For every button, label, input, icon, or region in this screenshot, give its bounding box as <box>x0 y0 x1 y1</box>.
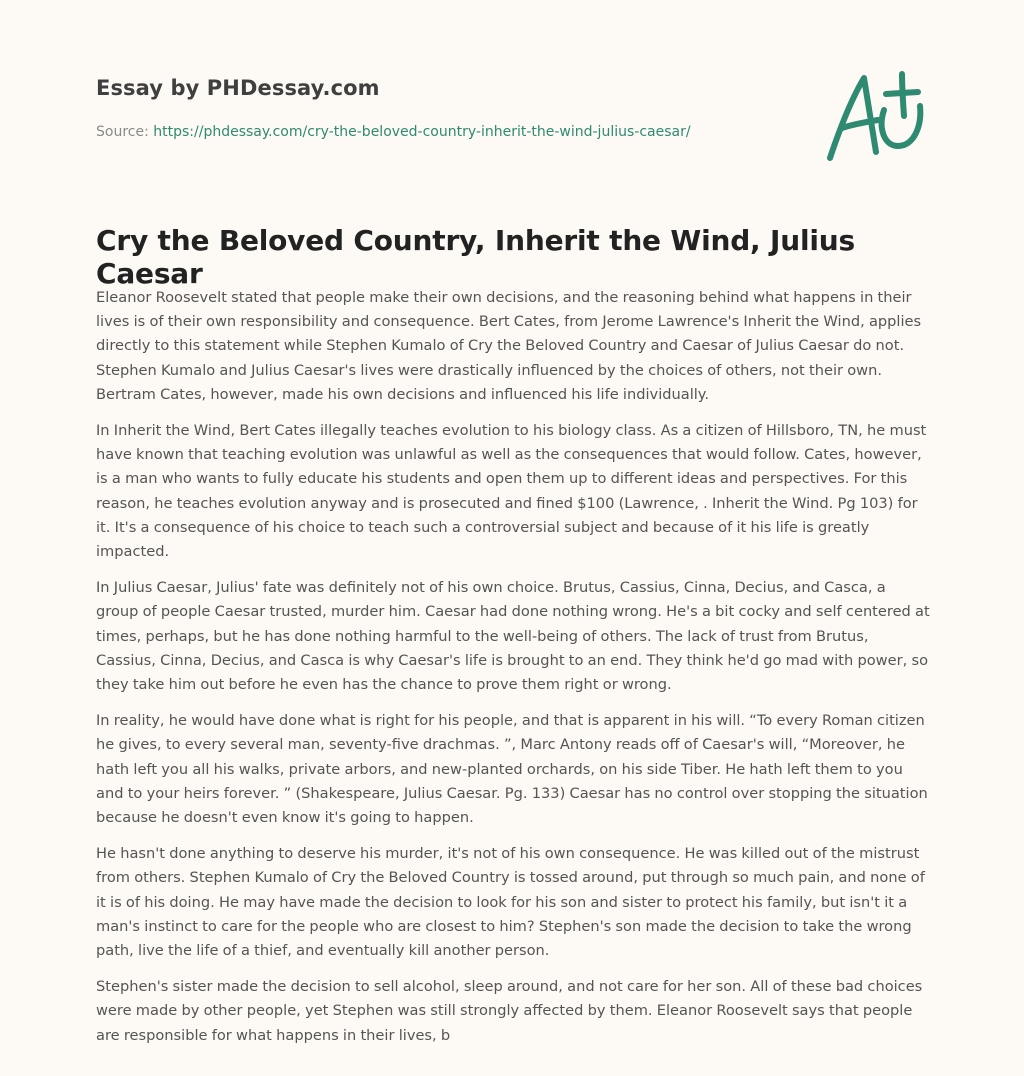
site-title: Essay by PHDessay.com <box>96 76 380 100</box>
essay-title: Cry the Beloved Country, Inherit the Wind, Julius Caesar <box>96 224 855 290</box>
essay-paragraph: Eleanor Roosevelt stated that people make their own decisions, and the reasoning behind what happens in their lives is of their own responsibility and consequence. Bert Cates, from Jerome Lawrence's Inherit the Wind, applies directly to this statement while Stephen Kumalo of Cry the Beloved Country and Caesar of Julius Caesar do not. Stephen Kumalo and Julius Caesar's lives were drastically influenced by the choices of others, not their own. Bertram Cates, however, made his own decisions and influenced his life individually. <box>96 289 922 403</box>
source-line <box>96 124 691 140</box>
essay-paragraph: In Julius Caesar, Julius' fate was definitely not of his own choice. Brutus, Cassius, Cinna, Decius, and Casca, a group of people Caesar trusted, murder him. Caesar had done nothing wrong. He's a bit cocky and self centered at times, perhaps, but he has done nothing harmful to the well-being of others. The lack of trust from Brutus, Cassius, Cinna, Decius, and Casca is why Caesar's life is brought to an end. They think he'd go mad with power, so they take him out before he even has the chance to prove them right or wrong. <box>96 579 930 694</box>
essay-paragraph: In reality, he would have done what is right for his people, and that is apparent in his will. “To every Roman citizen he gives, to every several man, seventy-five drachmas. ”, Marc Antony reads off of Caesar's will, “Moreover, he hath left you all his walks, private arbors, and new-planted orchards, on his side Tiber. He hath left them to you and to your heirs forever. ” (Shakespeare, Julius Caesar. Pg. 133) Caesar has no control over stopping the situation because he doesn't even know it's going to happen. <box>96 712 928 827</box>
source-link[interactable]: https://phdessay.com/cry-the-beloved-country-inherit-the-wind-julius-caesar/ <box>153 124 691 140</box>
essay-body <box>96 286 932 1060</box>
a-plus-logo-icon <box>822 66 932 166</box>
source-label: Source: <box>96 124 149 140</box>
essay-paragraph: He hasn't done anything to deserve his murder, it's not of his own consequence. He was killed out of the mistrust from others. Stephen Kumalo of Cry the Beloved Country is tossed around, put through so much pain, and none of it is of his doing. He may have made the decision to look for his son and sister to protect his family, but isn't it a man's instinct to care for the people who are closest to him? Stephen's son made the decision to take the wrong path, live the life of a thief, and eventually kill another person. <box>96 845 925 960</box>
essay-paragraph: In Inherit the Wind, Bert Cates illegally teaches evolution to his biology class. As a citizen of Hillsboro, TN, he must have known that teaching evolution was unlawful as well as the consequences that would follow. Cates, however, is a man who wants to fully educate his students and open them up to different ideas and perspectives. For this reason, he teaches evolution anyway and is prosecuted and fined $100 (Lawrence, . Inherit the Wind. Pg 103) for it. It's a consequence of his choice to teach such a controversial subject and because of it his life is greatly impacted. <box>96 422 927 561</box>
essay-paragraph: Stephen's sister made the decision to sell alcohol, sleep around, and not care for her son. All of these bad choices were made by other people, yet Stephen was still strongly affected by them. Eleanor Roosevelt says that people are responsible for what happens in their lives, b <box>96 978 923 1044</box>
